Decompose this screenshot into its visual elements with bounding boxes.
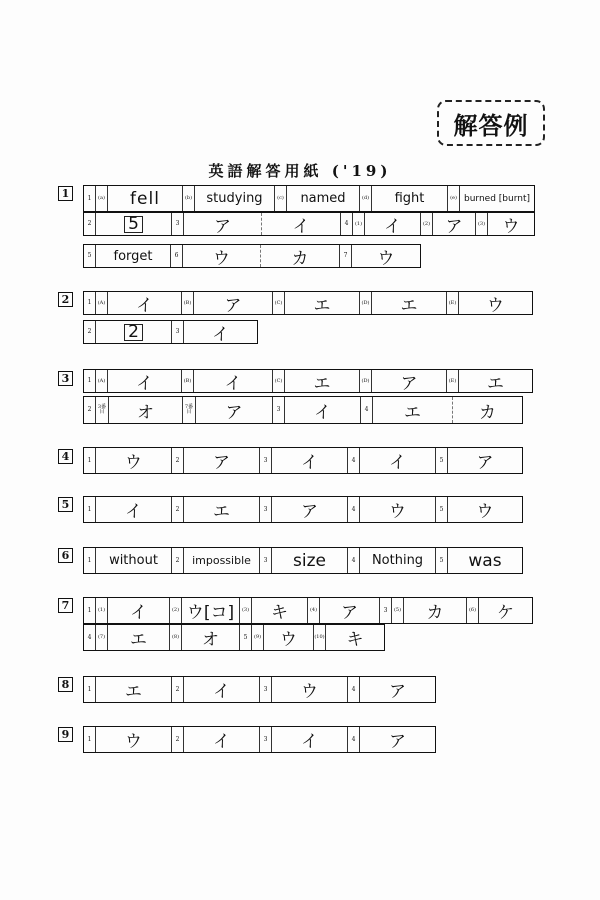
q1-1e-cell: (e) burned [burnt] [448, 186, 534, 211]
q2-row-2: 2 2 3 イ [83, 320, 258, 344]
question-number-9: 9 [58, 727, 73, 742]
q7-3-6-cell: (6) ケ [467, 598, 532, 623]
q7-4-8-cell: (8) オ [170, 625, 240, 650]
q2-row-1: 1 (A) イ (B) ア (C) エ (D) エ (E) ウ [83, 291, 533, 315]
q4-3-answer: イ [301, 453, 318, 473]
q9-3-answer: イ [301, 732, 318, 752]
q7-row-2: 4 (7) エ (8) オ 5 (9) ウ (10) キ [83, 624, 385, 651]
q4-4-answer: イ [389, 453, 406, 473]
q3-4b-answer: カ [479, 402, 496, 423]
q1-1c-cell: (c) named [275, 186, 360, 211]
q4-2-answer: ア [213, 453, 230, 473]
q1-1e-answer: burned [burnt] [464, 193, 530, 204]
q1-1a-answer: fell [130, 188, 160, 209]
q7-5-9-cell: (9) ウ [252, 625, 314, 650]
q7-1-3-cell: (3) キ [240, 598, 308, 623]
q1-6a-answer: ウ [213, 248, 230, 269]
q3-row-1: 1 (A) イ (B) イ (C) エ (D) ア (E) エ [83, 369, 533, 393]
q6-1-answer: without [109, 553, 158, 568]
q1-2-cell [96, 213, 172, 235]
q8-4-answer: ア [389, 682, 406, 702]
q3-1b-cell: (B) イ [182, 370, 273, 392]
question-number-4: 4 [58, 449, 73, 464]
q4-5-answer: ア [476, 453, 494, 473]
q3-row-2: 2 3番目 オ 7番目 ア 3 イ 4 エ カ [83, 396, 523, 424]
q3-1e-cell: (E) エ [447, 370, 532, 392]
q1-4-1-cell: (1) イ [353, 213, 421, 235]
q2-2-answer: 2 [124, 324, 143, 341]
q7-1-2-answer: ウ[コ] [186, 603, 235, 623]
q7-1-4-cell: (4) ア [308, 598, 380, 623]
q4-row: 1 ウ 2 ア 3 イ 4 イ 5 ア [83, 447, 523, 474]
q2-1c-cell: (C) エ [273, 292, 360, 314]
q7-3-6-answer: ケ [497, 603, 514, 623]
q3-1a-cell: (A) イ [96, 370, 182, 392]
q5-2-answer: エ [213, 502, 230, 522]
q3-4b-cell [453, 397, 522, 423]
q6-3-answer: size [293, 550, 326, 571]
q1-4-2-cell: (2) ア [421, 213, 476, 235]
q1-3a-cell [184, 213, 262, 235]
q2-1a-cell: (A) イ [96, 292, 182, 314]
q5-3-answer: ア [301, 502, 318, 522]
q7-3-5-answer: カ [426, 603, 444, 623]
q6-2-answer: impossible [192, 554, 251, 567]
q7-4-8-answer: オ [202, 630, 219, 650]
q2-1e-answer: ウ [487, 295, 504, 316]
q3-1b-answer: イ [224, 373, 242, 394]
q9-1-answer: ウ [125, 732, 142, 752]
q7-row-1: 1 (1) イ (2) ウ[コ] (3) キ (4) ア 3 (5) カ (6) ケ [83, 597, 533, 624]
q1-row-2: 2 5 3 ア イ 4 (1) イ (2) ア (3) ウ [83, 212, 535, 236]
q1-part-label: 1 [84, 186, 96, 211]
answer-key-stamp: 解答例 [437, 100, 545, 146]
question-number-3: 3 [58, 371, 73, 386]
q3-1d-cell: (D) ア [360, 370, 447, 392]
q7-1-2-cell: (2) ウ[コ] [170, 598, 240, 623]
q1-2-answer: 5 [124, 216, 143, 233]
q3-3-answer: イ [314, 402, 331, 423]
q7-4-7-cell: (7) エ [96, 625, 170, 650]
q3-4a-answer: エ [404, 402, 421, 423]
q1-7-answer: ウ [377, 248, 395, 269]
q9-2-answer: イ [213, 732, 230, 752]
q1-7-cell [352, 245, 420, 267]
question-number-6: 6 [58, 548, 73, 563]
q1-6b-answer: カ [291, 248, 309, 269]
q9-4-answer: ア [389, 732, 406, 752]
q1-3b-answer: イ [292, 216, 310, 237]
q7-5-10-answer: キ [346, 630, 364, 650]
question-number-5: 5 [58, 497, 73, 512]
q2-3-answer: イ [212, 324, 229, 345]
q3-1d-answer: ア [400, 373, 418, 394]
q7-3-5-cell: (5) カ [392, 598, 467, 623]
q1-6b-cell [261, 245, 340, 267]
q1-1b-answer: studying [206, 191, 263, 206]
q1-1d-answer: fight [394, 191, 425, 206]
q1-1c-answer: named [300, 191, 346, 206]
q8-3-answer: ウ [301, 682, 318, 702]
q1-3a-answer: ア [214, 216, 231, 237]
q2-1c-answer: エ [313, 295, 331, 316]
q8-1-answer: エ [125, 682, 142, 702]
q3-2b-answer: ア [225, 402, 243, 423]
q7-1-3-answer: キ [271, 603, 288, 623]
q5-row: 1 イ 2 エ 3 ア 4 ウ 5 ウ [83, 496, 523, 523]
q1-4-2-answer: ア [445, 216, 463, 237]
q2-3-cell [184, 321, 257, 343]
q5-4-answer: ウ [389, 502, 406, 522]
question-number-8: 8 [58, 677, 73, 692]
q1-1d-cell: (d) fight [360, 186, 448, 211]
q7-1-4-answer: ア [341, 603, 358, 623]
q7-1-1-cell: (1) イ [96, 598, 170, 623]
page-title: 英語解答用紙 ('19) [208, 162, 392, 180]
q5-5-answer: ウ [476, 502, 494, 522]
q7-1-1-answer: イ [130, 603, 147, 623]
q6-row: 1 without 2 impossible 3 size 4 Nothing 5 was [83, 547, 523, 574]
q3-2a-answer: オ [137, 402, 154, 423]
q2-1e-cell: (E) ウ [447, 292, 532, 314]
q8-2-answer: イ [213, 682, 230, 702]
q6-5-answer: was [468, 550, 502, 571]
q3-3-cell [285, 397, 361, 423]
q1-4-3-cell: (3) ウ [476, 213, 534, 235]
q1-5-answer: forget [113, 248, 153, 264]
q1-4-1-answer: イ [384, 216, 401, 237]
q1-6a-cell [183, 245, 261, 267]
q7-5-10-cell: (10) キ [314, 625, 384, 650]
q3-4a-cell [373, 397, 453, 423]
q1-5-cell [96, 245, 171, 267]
q7-4-7-answer: エ [130, 630, 147, 650]
q5-1-answer: イ [125, 502, 142, 522]
q2-1b-cell: (B) ア [182, 292, 273, 314]
q1-row-3: 5 forget 6 ウ カ 7 ウ [83, 244, 421, 268]
q3-2a-cell: 3番目 オ [96, 397, 183, 423]
q1-3b-cell [262, 213, 341, 235]
q2-1d-cell: (D) エ [360, 292, 447, 314]
q3-2b-cell: 7番目 ア [183, 397, 273, 423]
q1-4-3-answer: ウ [502, 216, 520, 237]
q3-1a-answer: イ [136, 373, 153, 394]
q4-1-answer: ウ [125, 453, 142, 473]
question-number-1: 1 [58, 186, 73, 201]
q2-1a-answer: イ [136, 295, 153, 316]
question-number-7: 7 [58, 598, 73, 613]
q9-row: 1 ウ 2 イ 3 イ 4 ア [83, 726, 436, 753]
question-number-2: 2 [58, 292, 73, 307]
q2-1d-answer: エ [400, 295, 418, 316]
q7-5-9-answer: ウ [280, 630, 297, 650]
q2-1b-answer: ア [224, 295, 242, 316]
q3-1e-answer: エ [487, 373, 504, 394]
q2-2-cell [96, 321, 172, 343]
q3-1c-answer: エ [313, 373, 331, 394]
q1-1a-cell: (a) fell [96, 186, 183, 211]
q3-1c-cell: (C) エ [273, 370, 360, 392]
q1-1b-cell: (b) studying [183, 186, 275, 211]
q1-row-1 [83, 185, 535, 212]
q6-4-answer: Nothing [371, 553, 424, 568]
q8-row: 1 エ 2 イ 3 ウ 4 ア [83, 676, 436, 703]
